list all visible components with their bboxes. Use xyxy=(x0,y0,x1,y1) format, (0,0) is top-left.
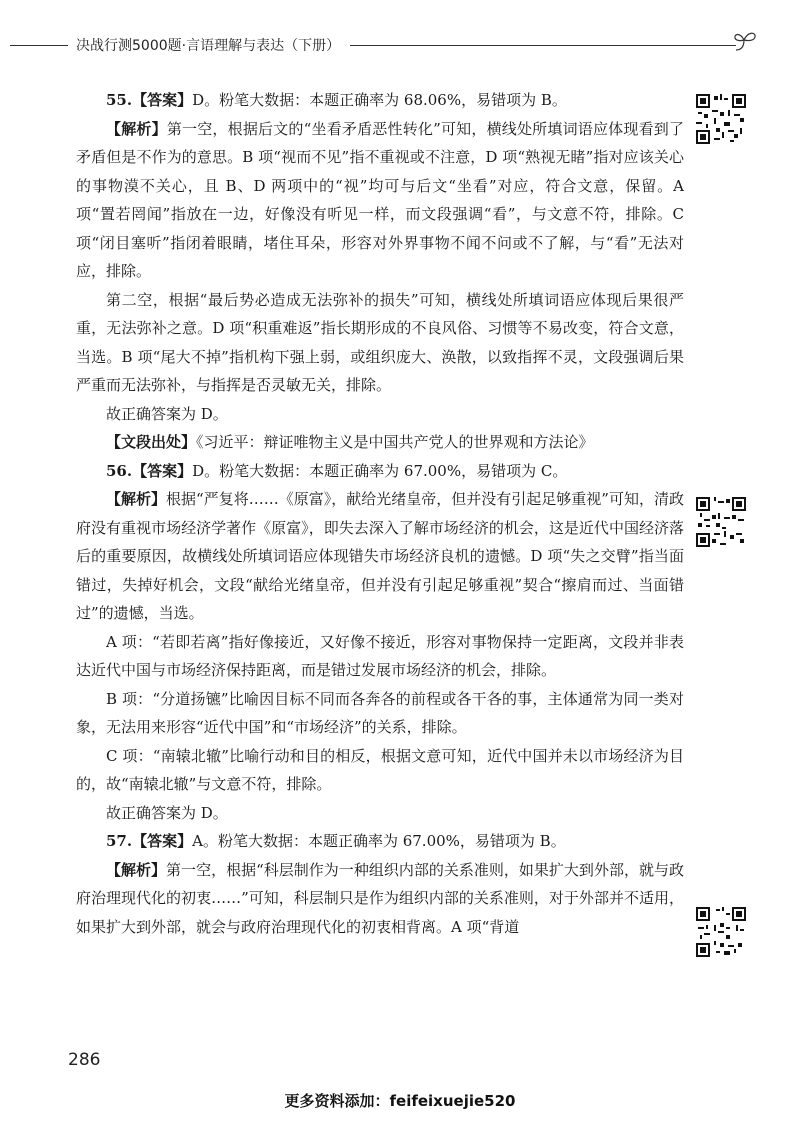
analysis-label: 【解析】 xyxy=(106,119,167,138)
conclusion-line xyxy=(76,799,684,828)
answer-explanations xyxy=(76,86,684,941)
analysis-paragraph xyxy=(76,485,684,628)
answer-line-55 xyxy=(76,86,684,115)
conclusion-text: 故正确答案为 D。 xyxy=(106,803,228,822)
answer-label: 56.【答案】 xyxy=(106,461,193,480)
option-b-paragraph xyxy=(76,685,684,742)
answer-label: 55.【答案】 xyxy=(106,91,193,109)
analysis-paragraph xyxy=(76,115,684,286)
footer-note: 更多资料添加：feifeixuejie520 xyxy=(284,1092,516,1110)
header-title: 决战行测5000题·言语理解与表达（下册） xyxy=(76,38,341,54)
answer-line-57 xyxy=(76,827,684,856)
conclusion-line xyxy=(76,400,684,429)
option-c-paragraph xyxy=(76,742,684,799)
page-number: 286 xyxy=(68,1050,101,1070)
analysis-text: A 项：“若即若离”指好像接近，又好像不接近，形容对事物保持一定距离，文段并非表达近代中国与市场经济保持距离，而是错过发展市场经济的机会，排除。 xyxy=(76,632,684,679)
qr-code-56[interactable] xyxy=(696,497,746,547)
answer-text: A。粉笔大数据：本题正确率为 67.00%，易错项为 B。 xyxy=(192,832,566,850)
analysis-label: 【解析】 xyxy=(106,490,167,508)
analysis-text: B 项：“分道扬镳”比喻因目标不同而各奔各的前程或各干各的事，主体通常为同一类对象，无法用来形容“近代中国”和“市场经济”的关系，排除。 xyxy=(76,689,684,736)
analysis-text: 根据“严复将……《原富》，献给光绪皇帝，但并没有引起足够重视”可知，清政府没有重视市场经济学著作《原富》，即失去深入了解市场经济的机会，这是近代中国经济落后的重要原因，故横线处所填词语应体现错失市场经济良机的遗憾。D 项“失之交臂”指当面错过，失掉好机会，文段“献给光绪皇帝，但并没有引起足够重视”契合“擦肩而过、当面错过”的遗憾，当选。 xyxy=(76,490,684,622)
analysis-paragraph xyxy=(76,856,684,942)
sprout-icon xyxy=(732,28,758,54)
qr-code-55[interactable] xyxy=(696,94,746,144)
qr-code-57[interactable] xyxy=(696,907,746,957)
source-label: 【文段出处】 xyxy=(106,433,197,451)
analysis-text: 第一空，根据后文的“坐看矛盾恶性转化”可知，横线处所填词语应体现看到了矛盾但是不作为的意思。B 项“视而不见”指不重视或不注意，D 项“熟视无睹”指对应该关心的事物漠不关心，且 B、D 两项中的“视”均可与后文“坐看”对应，符合文意，保留。A 项“置若罔闻”指放在一边，好像没有听见一样，而文段强调“看”，与文意不符，排除。C 项“闭目塞听”指闭着眼睛，堵住耳朵，形容对外界事物不闻不问或不了解，与“看”无法对应，排除。 xyxy=(76,119,684,280)
answer-text: D。粉笔大数据：本题正确率为 67.00%，易错项为 C。 xyxy=(192,461,568,480)
analysis-paragraph xyxy=(76,286,684,400)
source-line xyxy=(76,428,684,457)
analysis-text: C 项：“南辕北辙”比喻行动和目的相反，根据文意可知，近代中国并未以市场经济为目的，故“南辕北辙”与文意不符，排除。 xyxy=(76,746,684,793)
source-text: 《习近平：辩证唯物主义是中国共产党人的世界观和方法论》 xyxy=(196,433,594,451)
header-rule-right xyxy=(350,45,736,46)
answer-line-56 xyxy=(76,457,684,486)
answer-label: 57.【答案】 xyxy=(106,832,193,850)
header-rule-left xyxy=(10,45,68,46)
answer-text: D。粉笔大数据：本题正确率为 68.06%，易错项为 B。 xyxy=(192,91,567,109)
analysis-label: 【解析】 xyxy=(106,860,167,879)
analysis-text: 第二空，根据“最后势必造成无法弥补的损失”可知，横线处所填词语应体现后果很严重，无法弥补之意。D 项“积重难返”指长期形成的不良风俗、习惯等不易改变，符合文意，当选。B 项“尾大不掉”指机构下强上弱，或组织庞大、涣散，以致指挥不灵，文段强调后果严重而无法弥补，与指挥是否灵敏无关，排除。 xyxy=(76,290,684,394)
running-header xyxy=(0,30,800,60)
option-a-paragraph xyxy=(76,628,684,685)
conclusion-text: 故正确答案为 D。 xyxy=(106,404,228,423)
analysis-text: 第一空，根据“科层制作为一种组织内部的关系准则，如果扩大到外部，就与政府治理现代化的初衷……”可知，科层制只是作为组织内部的关系准则，对于外部并不适用，如果扩大到外部，就会与政府治理现代化的初衷相背离。A 项“背道 xyxy=(76,860,684,936)
